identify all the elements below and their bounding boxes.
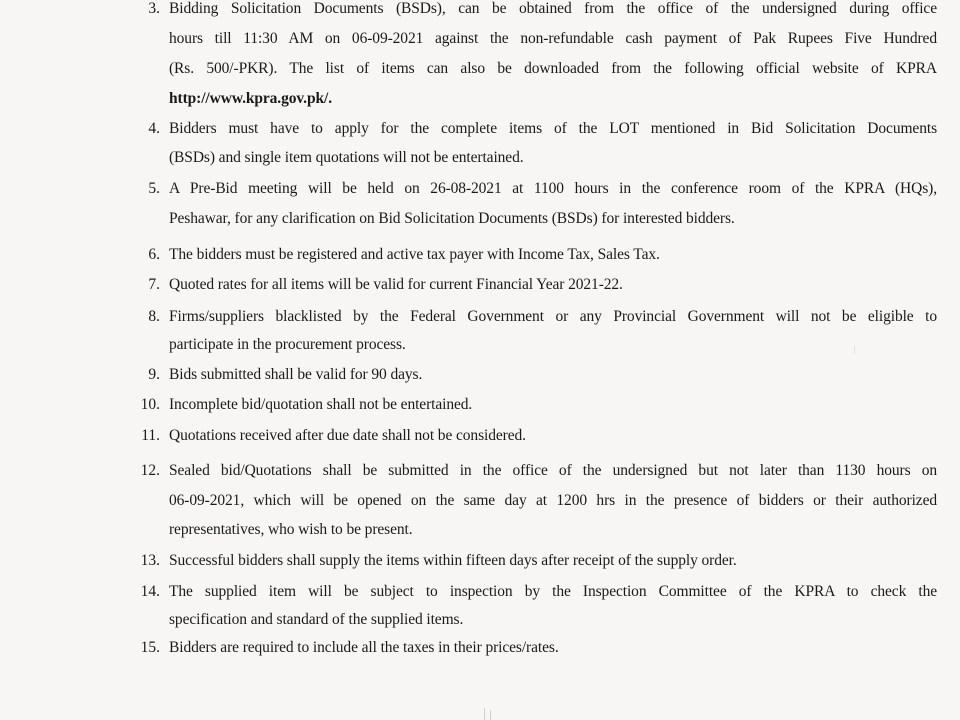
item-text-line: Incomplete bid/quotation shall not be entertained. <box>169 396 473 413</box>
item-number: 5. <box>148 180 160 197</box>
item-text-line: The bidders must be registered and active tax payer with Income Tax, Sales Tax. <box>169 246 660 263</box>
item-number: 4. <box>148 120 160 137</box>
scan-artifact <box>484 708 485 720</box>
item-text-line: Firms/suppliers blacklisted by the Federal Government or any Provincial Government will not be eligible to <box>169 308 937 325</box>
item-text-line: hours till 11:30 AM on 06-09-2021 against the non-refundable cash payment of Pak Rupees Five Hundred <box>169 30 937 47</box>
item-text-line: Sealed bid/Quotations shall be submitted in the office of the undersigned but not later than 1130 hours on <box>169 462 937 479</box>
item-number: 11. <box>141 427 160 444</box>
scan-artifact <box>490 710 491 720</box>
item-text-line: representatives, who wish to be present. <box>169 521 413 538</box>
item-number: 6. <box>148 246 160 263</box>
item-number: 3. <box>148 0 160 17</box>
item-number: 10. <box>140 396 160 413</box>
item-text-line: Bids submitted shall be valid for 90 days. <box>169 366 423 383</box>
item-text-line: participate in the procurement process. <box>169 336 406 353</box>
item-number: 15. <box>140 639 160 656</box>
item-text-line: A Pre-Bid meeting will be held on 26-08-2021 at 1100 hours in the conference room of the KPRA (HQs), <box>169 180 937 197</box>
item-number: 9. <box>148 366 160 383</box>
item-number: 7. <box>148 276 160 293</box>
kpra-website-link[interactable]: http://www.kpra.gov.pk/. <box>169 90 332 107</box>
item-text-line: The supplied item will be subject to inspection by the Inspection Committee of the KPRA to check the <box>169 583 937 600</box>
item-text-line: Bidding Solicitation Documents (BSDs), can be obtained from the office of the undersigned during office <box>169 0 937 17</box>
item-text-line: Successful bidders shall supply the items within fifteen days after receipt of the supply order. <box>169 552 737 569</box>
scan-artifact <box>854 346 855 354</box>
item-text-line: 06-09-2021, which will be opened on the same day at 1200 hrs in the presence of bidders or their authorized <box>169 492 937 509</box>
item-number: 13. <box>140 552 160 569</box>
item-text-line: Peshawar, for any clarification on Bid Solicitation Documents (BSDs) for interested bidders. <box>169 210 735 227</box>
item-text-line: Quotations received after due date shall not be considered. <box>169 427 526 444</box>
item-text-line: Bidders must have to apply for the complete items of the LOT mentioned in Bid Solicitation Documents <box>169 120 937 137</box>
item-text-line: (BSDs) and single item quotations will not be entertained. <box>169 149 524 166</box>
item-number: 14. <box>140 583 160 600</box>
item-text-line: Bidders are required to include all the taxes in their prices/rates. <box>169 639 559 656</box>
item-text-line: specification and standard of the supplied items. <box>169 611 464 628</box>
item-text-line: Quoted rates for all items will be valid for current Financial Year 2021-22. <box>169 276 623 293</box>
item-number: 8. <box>148 308 160 325</box>
item-text-line: (Rs. 500/-PKR). The list of items can also be downloaded from the following official website of KPRA <box>169 60 937 77</box>
item-number: 12. <box>140 462 160 479</box>
